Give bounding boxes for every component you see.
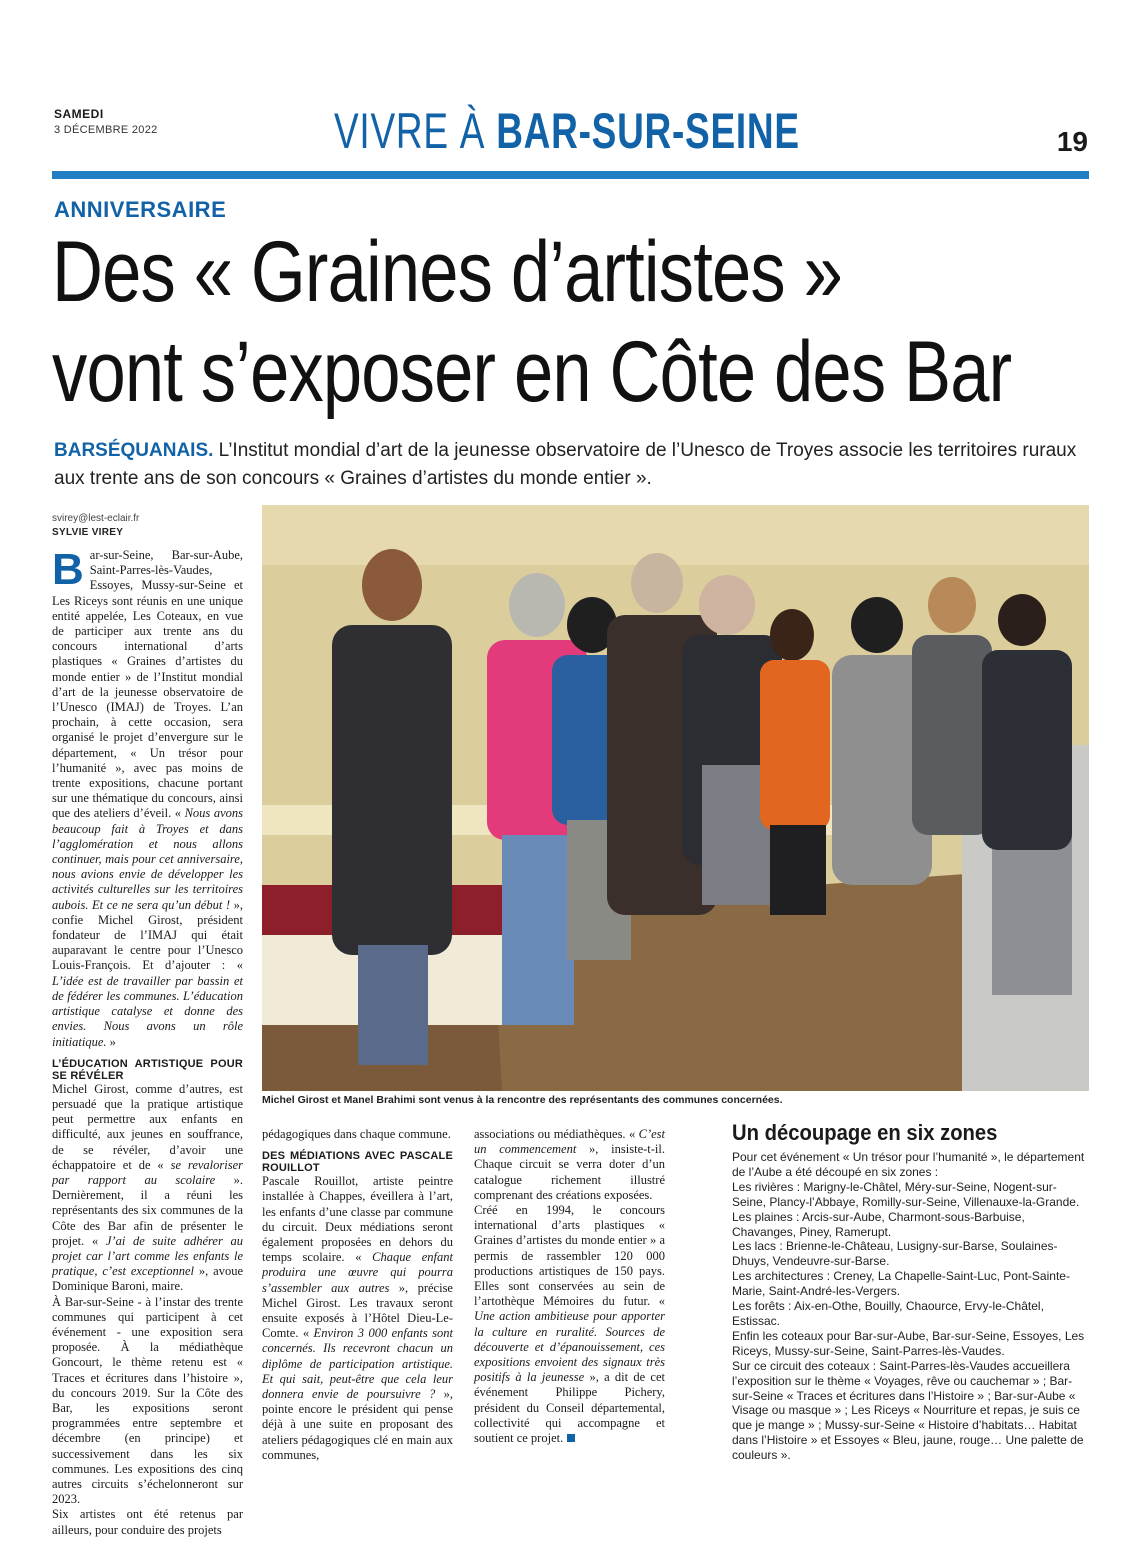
quote: Nous avons beaucoup fait à Troyes et dans l’agglomération et nous allons continuer, mais pour cet anniversaire, nous avions envie de développer les activités culturelles sur les territoires aubois. Et ce ne sera qu’un début !	[52, 806, 243, 912]
subhead-mediations: DES MÉDIATIONS AVEC PASCALE ROUILLOT	[262, 1150, 453, 1175]
quote: C’est un commencement	[474, 1127, 665, 1157]
text-run: »	[109, 1034, 116, 1049]
drop-cap: B	[52, 545, 84, 594]
sidebar-line: Sur ce circuit des coteaux : Saint-Parres-lès-Vaudes accueillera l’exposition sur le thème « Voyages, rêve ou cauchemar » ; Bar-sur-Seine « Traces et écritures dans l’Histoire » ; Bar-sur-Aube « Visage ou masque » ; Les Riceys « Nourriture et repas, je suis ce que je mange » ; Mussy-sur-Seine « Histoire d’habitats… Habitat dans l’Histoire » et Essoyes « Bleu, jaune, rouge… Une palette de couleurs ».	[732, 1358, 1084, 1463]
sidebar-line: Les forêts : Aix-en-Othe, Bouilly, Chaource, Ervy-le-Châtel, Estissac.	[732, 1299, 1044, 1328]
header-rule	[52, 171, 1089, 179]
subhead-education: L’ÉDUCATION ARTISTIQUE POUR SE RÉVÉLER	[52, 1057, 243, 1082]
quote: J’ai de suite adhérer au projet car l’art comme les enfants le pratique, c’est exceptionnel	[52, 1233, 243, 1279]
text-run: Pascale Rouillot, artiste peintre installée à Chappes, éveillera à l’art, les enfants d’une classe par commune du circuit. Deux médiations seront également proposées en dehors du temps scolaire. «	[262, 1174, 453, 1265]
text-run: Créé en 1994, le concours international d’arts plastiques « Graines d’artistes du monde entier » a permis de rassembler 120 000 productions artistiques de 150 pays. Elles sont conservées au sein de l’artothèque Mémoires du futur. «	[474, 1203, 665, 1309]
text-run: ar-sur-Seine, Bar-sur-Aube, Saint-Parres-lès-Vaudes, Essoyes, Mussy-sur-Seine et Les Riceys sont réunis en une unique entité appelée, Les Coteaux, en vue de participer aux trente ans du concours international d’arts plastiques « Graines d’artistes du monde entier » de l’Institut mondial d’art de la jeunesse observatoire de l’Unesco (IMAJ) de Troyes. L’an prochain, à cette occasion, sera organisé le projet d’envergure sur le département, « Un trésor pour l’humanité », avec pas moins de trente expositions, chacune portant sur une thématique du concours, ainsi que des ateliers d’éveil. «	[52, 548, 243, 821]
article-lede	[54, 437, 1090, 493]
author-name: SYLVIE VIREY	[52, 527, 124, 538]
sidebar-line: Les plaines : Arcis-sur-Aube, Charmont-sous-Barbuise, Chavanges, Piney, Ramerupt.	[732, 1209, 1025, 1239]
sidebar-line: Les rivières : Marigny-le-Châtel, Méry-sur-Seine, Nogent-sur-Seine, Plancy-l’Abbaye, Romilly-sur-Seine, Villenauxe-la-Grande.	[732, 1179, 1080, 1209]
quote: Environ 3 000 enfants sont concernés. Ils recevront chacun un diplôme de participation artistique. Et qui sait, peut-être que cela leur donnera envie de poursuivre ?	[262, 1326, 453, 1402]
paragraph	[262, 1174, 453, 1463]
section-prefix: VIVRE À	[334, 103, 486, 159]
text-run: », confie Michel Girost, président fondateur de l’IMAJ qui était auparavant le centre pour l’Unesco Louis-François. Et d’ajouter : «	[52, 897, 243, 973]
headline-line-2: vont s’exposer en Côte des Bar	[52, 324, 1012, 420]
lede-place: BARSÉQUANAIS.	[54, 440, 214, 461]
sidebar-body	[732, 1150, 1088, 1463]
text-run: », pointe encore le président qui pense déjà à une suite en proposant des ateliers pédagogiques clé en main aux communes,	[262, 1387, 453, 1462]
headline-line-1: Des « Graines d’artistes »	[52, 224, 843, 320]
edition-day: SAMEDI	[54, 107, 104, 121]
quote: se revaloriser par rapport au scolaire	[52, 1157, 243, 1187]
text-run: », insiste-t-il. Chaque circuit se verra doter d’un catalogue richement illustré comprenant des créations exposées.	[474, 1142, 665, 1202]
end-mark	[567, 1434, 575, 1442]
author-email: svirey@lest-eclair.fr	[52, 513, 140, 524]
section-title	[334, 102, 800, 160]
paragraph: pédagogiques dans chaque commune.	[262, 1127, 451, 1141]
paragraph	[52, 1082, 243, 1295]
edition-date: 3 DÉCEMBRE 2022	[54, 124, 158, 136]
text-run: associations ou médiathèques. «	[474, 1127, 636, 1141]
sidebar-line: Enfin les coteaux pour Bar-sur-Aube, Bar-sur-Seine, Essoyes, Les Riceys, Mussy-sur-Seine, Saint-Parres-lès-Vaudes.	[732, 1328, 1085, 1358]
quote: Une action ambitieuse pour apporter la culture en ruralité. Sources de découverte et d’épanouissement, ces expositions envoient des signaux très positifs à la jeunesse	[474, 1309, 665, 1385]
section-town: BAR-SUR-SEINE	[496, 103, 800, 159]
text-run: », précise Michel Girost. Les travaux seront ensuite exposés à l’Hôtel Dieu-Le-Comte. «	[262, 1280, 453, 1341]
lede-text: L’Institut mondial d’art de la jeunesse observatoire de l’Unesco de Troyes associe les territoires ruraux aux trente ans de son concours « Graines d’artistes du monde entier ».	[54, 440, 1077, 489]
paragraph	[474, 1127, 665, 1203]
paragraph: Six artistes ont été retenus par ailleurs, pour conduire des projets	[52, 1507, 243, 1537]
text-run: », a dit de cet événement Philippe Pichery, président du Conseil départemental, collectivité qui accompagne et soutient ce projet.	[474, 1370, 665, 1446]
text-run: Michel Girost, comme d’autres, est persuadé que la pratique artistique peut permettre aux enfants en difficulté, aux jeunes en souffrance, de se révéler, d’avoir une échappatoire et de «	[52, 1081, 243, 1172]
article-column-3	[474, 1127, 665, 1446]
text-run: ». Dernièrement, il a réuni les représentants des six communes de la Côte des Bar afin de présenter le projet. «	[52, 1172, 243, 1248]
paragraph: À Bar-sur-Seine - à l’instar des trente communes qui participent à cet événement - une exposition sera proposée. À la médiathèque Goncourt, le thème retenu est « Traces et écritures dans l’histoire », du concours 2019. Sur la Côte des Bar, les expositions seront programmées entre septembre et décembre (en principe) et successivement dans les six communes. Les expositions des cinq autres circuits s’échelonneront sur 2023.	[52, 1294, 243, 1507]
sidebar-line: Les lacs : Brienne-le-Château, Lusigny-sur-Barse, Soulaines-Dhuys, Vendeuvre-sur-Barse.	[732, 1239, 1058, 1269]
article-column-2	[262, 1127, 453, 1463]
quote: Chaque enfant produira une œuvre qui pourra s’assembler aux autres	[262, 1250, 453, 1295]
paragraph	[474, 1203, 665, 1446]
text-run: », avoue Dominique Baroni, maire.	[52, 1264, 243, 1294]
group-photo	[262, 505, 1089, 1091]
photo-caption: Michel Girost et Manel Brahimi sont venus à la rencontre des représentants des communes concernées.	[262, 1094, 783, 1106]
paragraph	[52, 545, 243, 1050]
article-kicker: ANNIVERSAIRE	[54, 197, 227, 222]
group-photo-illustration	[262, 505, 1089, 1091]
sidebar-line: Les architectures : Creney, La Chapelle-Saint-Luc, Pont-Sainte-Marie, Saint-André-les-Vergers.	[732, 1269, 1070, 1299]
sidebar-line: Pour cet événement « Un trésor pour l’humanité », le département de l’Aube a été découpé en six zones :	[732, 1150, 1085, 1179]
quote: L’idée est de travailler par bassin et de fédérer les communes. L’éducation artistique catalyse et donne des envies. Nous avons un rôle initiatique.	[52, 973, 243, 1049]
article-column-1	[52, 545, 243, 1538]
page-number: 19	[1056, 126, 1088, 157]
article-headline	[52, 222, 1012, 422]
sidebar-title: Un découpage en six zones	[732, 1120, 998, 1145]
